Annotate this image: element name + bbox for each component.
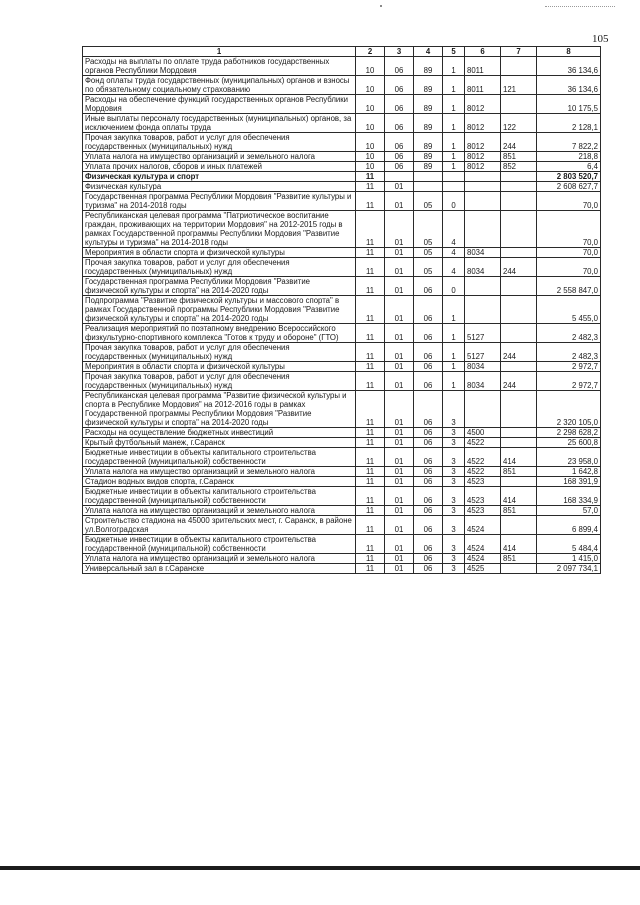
table-row — [83, 438, 601, 448]
subprogram-code-cell: 1 — [443, 372, 465, 391]
column-header: 2 — [356, 47, 385, 57]
subsection-code-cell: 01 — [385, 362, 414, 372]
row-name-cell: Подпрограмма "Развитие физической культуры и массового спорта" в рамках Государственной программы Республики Мордовия "Развитие физической культуры и спорта" на 2014-2020 годы — [83, 296, 356, 324]
program-code-cell: 89 — [414, 114, 443, 133]
subprogram-code-cell: 3 — [443, 554, 465, 564]
subprogram-code-cell: 3 — [443, 438, 465, 448]
section-code-cell: 11 — [356, 477, 385, 487]
direction-code-cell: 8012 — [465, 152, 501, 162]
table-row — [83, 362, 601, 372]
amount-cell: 168 391,9 — [537, 477, 601, 487]
program-code-cell: 06 — [414, 428, 443, 438]
subprogram-code-cell: 0 — [443, 277, 465, 296]
direction-code-cell: 8034 — [465, 362, 501, 372]
expense-type-cell: 244 — [501, 133, 537, 152]
program-code-cell: 06 — [414, 362, 443, 372]
column-header: 4 — [414, 47, 443, 57]
table-row — [83, 467, 601, 477]
row-name-cell: Прочая закупка товаров, работ и услуг для обеспечения государственных (муниципальных) нужд — [83, 258, 356, 277]
row-name-cell: Строительство стадиона на 45000 зрительских мест, г. Саранск, в районе ул.Волгоградская — [83, 516, 356, 535]
page-number: 105 — [592, 33, 609, 45]
program-code-cell: 06 — [414, 438, 443, 448]
program-code-cell: 06 — [414, 487, 443, 506]
table-row — [83, 564, 601, 574]
table-row — [83, 343, 601, 362]
subsection-code-cell: 01 — [385, 372, 414, 391]
subprogram-code-cell: 1 — [443, 95, 465, 114]
row-name-cell: Государственная программа Республики Мордовия "Развитие культуры и туризма" на 2014-2018 годы — [83, 192, 356, 211]
direction-code-cell — [465, 182, 501, 192]
program-code-cell: 06 — [414, 448, 443, 467]
direction-code-cell: 4522 — [465, 467, 501, 477]
subsection-code-cell: 01 — [385, 467, 414, 477]
subprogram-code-cell: 3 — [443, 535, 465, 554]
amount-cell: 70,0 — [537, 248, 601, 258]
section-code-cell: 11 — [356, 506, 385, 516]
program-code-cell: 06 — [414, 391, 443, 428]
program-code-cell: 05 — [414, 258, 443, 277]
section-code-cell: 11 — [356, 258, 385, 277]
subsection-code-cell: 01 — [385, 564, 414, 574]
amount-cell: 1 642,8 — [537, 467, 601, 477]
amount-cell: 2 558 847,0 — [537, 277, 601, 296]
amount-cell: 70,0 — [537, 258, 601, 277]
section-code-cell: 11 — [356, 516, 385, 535]
expense-type-cell — [501, 172, 537, 182]
subsection-code-cell: 06 — [385, 162, 414, 172]
row-name-cell: Универсальный зал в г.Саранске — [83, 564, 356, 574]
program-code-cell: 89 — [414, 95, 443, 114]
direction-code-cell: 4524 — [465, 554, 501, 564]
section-code-cell: 10 — [356, 152, 385, 162]
direction-code-cell: 8034 — [465, 258, 501, 277]
subprogram-code-cell: 0 — [443, 192, 465, 211]
expense-type-cell — [501, 57, 537, 76]
table-row — [83, 296, 601, 324]
section-code-cell: 10 — [356, 57, 385, 76]
subsection-code-cell: 01 — [385, 391, 414, 428]
amount-cell: 2 803 520,7 — [537, 172, 601, 182]
expense-type-cell — [501, 211, 537, 248]
table-row — [83, 372, 601, 391]
subsection-code-cell: 01 — [385, 438, 414, 448]
section-code-cell: 11 — [356, 372, 385, 391]
subsection-code-cell: 01 — [385, 296, 414, 324]
direction-code-cell: 4523 — [465, 506, 501, 516]
section-code-cell: 11 — [356, 448, 385, 467]
subsection-code-cell: 01 — [385, 324, 414, 343]
row-name-cell: Крытый футбольный манеж, г.Саранск — [83, 438, 356, 448]
column-header: 6 — [465, 47, 501, 57]
expense-type-cell: 851 — [501, 152, 537, 162]
subprogram-code-cell: 1 — [443, 162, 465, 172]
program-code-cell — [414, 172, 443, 182]
subprogram-code-cell: 1 — [443, 324, 465, 343]
subprogram-code-cell: 3 — [443, 391, 465, 428]
section-code-cell: 10 — [356, 114, 385, 133]
table-row — [83, 192, 601, 211]
program-code-cell: 89 — [414, 76, 443, 95]
expense-type-cell: 122 — [501, 114, 537, 133]
direction-code-cell: 8012 — [465, 162, 501, 172]
row-name-cell: Бюджетные инвестиции в объекты капитального строительства государственной (муниципальной) собственности — [83, 448, 356, 467]
row-name-cell: Прочая закупка товаров, работ и услуг для обеспечения государственных (муниципальных) нужд — [83, 133, 356, 152]
amount-cell: 2 482,3 — [537, 343, 601, 362]
section-code-cell: 11 — [356, 487, 385, 506]
amount-cell: 168 334,9 — [537, 487, 601, 506]
row-name-cell: Прочая закупка товаров, работ и услуг для обеспечения государственных (муниципальных) нужд — [83, 372, 356, 391]
subprogram-code-cell: 3 — [443, 467, 465, 477]
direction-code-cell — [465, 277, 501, 296]
row-name-cell: Уплата прочих налогов, сборов и иных платежей — [83, 162, 356, 172]
subsection-code-cell: 06 — [385, 76, 414, 95]
row-name-cell: Расходы на выплаты по оплате труда работников государственных органов Республики Мордовия — [83, 57, 356, 76]
subprogram-code-cell: 3 — [443, 477, 465, 487]
section-code-cell: 11 — [356, 172, 385, 182]
direction-code-cell: 8012 — [465, 114, 501, 133]
row-name-cell: Республиканская целевая программа "Патриотическое воспитание граждан, проживающих на территории Мордовия" на 2012-2015 годы в рамках Государственной программы Республики Мордовия "Развитие культуры и туризма" на 2014-2018 годы — [83, 211, 356, 248]
expense-type-cell — [501, 95, 537, 114]
subprogram-code-cell: 1 — [443, 133, 465, 152]
direction-code-cell: 5127 — [465, 324, 501, 343]
amount-cell: 25 600,8 — [537, 438, 601, 448]
row-name-cell: Уплата налога на имущество организаций и земельного налога — [83, 506, 356, 516]
section-code-cell: 10 — [356, 76, 385, 95]
section-code-cell: 11 — [356, 391, 385, 428]
section-code-cell: 11 — [356, 564, 385, 574]
expense-type-cell — [501, 182, 537, 192]
subsection-code-cell: 01 — [385, 211, 414, 248]
program-code-cell: 06 — [414, 467, 443, 477]
table-row — [83, 554, 601, 564]
subsection-code-cell: 01 — [385, 428, 414, 438]
expense-type-cell: 244 — [501, 372, 537, 391]
subsection-code-cell: 01 — [385, 516, 414, 535]
expense-type-cell — [501, 516, 537, 535]
subsection-code-cell: 06 — [385, 133, 414, 152]
amount-cell: 6,4 — [537, 162, 601, 172]
amount-cell: 70,0 — [537, 211, 601, 248]
amount-cell: 2 972,7 — [537, 372, 601, 391]
program-code-cell: 06 — [414, 324, 443, 343]
direction-code-cell: 8011 — [465, 57, 501, 76]
amount-cell: 5 455,0 — [537, 296, 601, 324]
direction-code-cell: 8034 — [465, 372, 501, 391]
amount-cell: 2 320 105,0 — [537, 391, 601, 428]
row-name-cell: Реализация мероприятий по поэтапному внедрению Всероссийского физкультурно-спортивного комплекса "Готов к труду и обороне" (ГТО) — [83, 324, 356, 343]
row-name-cell: Государственная программа Республики Мордовия "Развитие физической культуры и спорта" на 2014-2020 годы — [83, 277, 356, 296]
program-code-cell: 05 — [414, 192, 443, 211]
table-row — [83, 506, 601, 516]
expense-type-cell — [501, 248, 537, 258]
expense-type-cell — [501, 192, 537, 211]
subprogram-code-cell: 3 — [443, 506, 465, 516]
subprogram-code-cell: 4 — [443, 248, 465, 258]
section-code-cell: 11 — [356, 467, 385, 477]
subprogram-code-cell — [443, 172, 465, 182]
table-row — [83, 477, 601, 487]
subsection-code-cell: 06 — [385, 95, 414, 114]
subsection-code-cell: 01 — [385, 182, 414, 192]
expense-type-cell — [501, 391, 537, 428]
program-code-cell: 06 — [414, 516, 443, 535]
section-code-cell: 11 — [356, 535, 385, 554]
table-row — [83, 172, 601, 182]
subprogram-code-cell: 1 — [443, 343, 465, 362]
subsection-code-cell: 01 — [385, 554, 414, 564]
subsection-code-cell: 01 — [385, 535, 414, 554]
table-row — [83, 133, 601, 152]
row-name-cell: Бюджетные инвестиции в объекты капитального строительства государственной (муниципальной) собственности — [83, 535, 356, 554]
subprogram-code-cell: 4 — [443, 211, 465, 248]
direction-code-cell: 4522 — [465, 438, 501, 448]
subprogram-code-cell: 3 — [443, 516, 465, 535]
table-row — [83, 535, 601, 554]
column-header: 8 — [537, 47, 601, 57]
direction-code-cell: 4523 — [465, 487, 501, 506]
table-row — [83, 57, 601, 76]
scan-artifact — [545, 6, 615, 9]
subsection-code-cell: 01 — [385, 343, 414, 362]
subprogram-code-cell: 1 — [443, 114, 465, 133]
subsection-code-cell: 01 — [385, 258, 414, 277]
table-row — [83, 324, 601, 343]
table-row — [83, 76, 601, 95]
table-row — [83, 95, 601, 114]
section-code-cell: 11 — [356, 362, 385, 372]
expense-type-cell — [501, 296, 537, 324]
section-code-cell: 11 — [356, 248, 385, 258]
expense-type-cell: 851 — [501, 554, 537, 564]
table-row — [83, 487, 601, 506]
direction-code-cell — [465, 192, 501, 211]
expense-type-cell — [501, 438, 537, 448]
expense-type-cell — [501, 477, 537, 487]
program-code-cell: 06 — [414, 535, 443, 554]
table-row — [83, 277, 601, 296]
table-row — [83, 152, 601, 162]
table-row — [83, 114, 601, 133]
amount-cell: 7 822,2 — [537, 133, 601, 152]
row-name-cell: Расходы на обеспечение функций государственных органов Республики Мордовия — [83, 95, 356, 114]
amount-cell: 218,8 — [537, 152, 601, 162]
direction-code-cell: 4525 — [465, 564, 501, 574]
row-name-cell: Прочая закупка товаров, работ и услуг для обеспечения государственных (муниципальных) нужд — [83, 343, 356, 362]
expense-type-cell — [501, 362, 537, 372]
amount-cell: 2 972,7 — [537, 362, 601, 372]
direction-code-cell: 8012 — [465, 95, 501, 114]
subprogram-code-cell: 1 — [443, 152, 465, 162]
direction-code-cell: 4500 — [465, 428, 501, 438]
program-code-cell: 06 — [414, 343, 443, 362]
section-code-cell: 11 — [356, 277, 385, 296]
section-code-cell: 11 — [356, 296, 385, 324]
budget-table — [82, 46, 601, 574]
expense-type-cell: 414 — [501, 487, 537, 506]
table-row — [83, 162, 601, 172]
amount-cell: 5 484,4 — [537, 535, 601, 554]
expense-type-cell: 414 — [501, 448, 537, 467]
amount-cell: 2 097 734,1 — [537, 564, 601, 574]
program-code-cell: 06 — [414, 506, 443, 516]
amount-cell: 2 608 627,7 — [537, 182, 601, 192]
amount-cell: 6 899,4 — [537, 516, 601, 535]
expense-type-cell: 851 — [501, 467, 537, 477]
program-code-cell: 89 — [414, 133, 443, 152]
expense-type-cell: 852 — [501, 162, 537, 172]
subprogram-code-cell: 1 — [443, 57, 465, 76]
table-row — [83, 448, 601, 467]
subsection-code-cell: 01 — [385, 248, 414, 258]
amount-cell: 2 128,1 — [537, 114, 601, 133]
table-row — [83, 248, 601, 258]
direction-code-cell — [465, 172, 501, 182]
direction-code-cell: 4522 — [465, 448, 501, 467]
section-code-cell: 10 — [356, 95, 385, 114]
subsection-code-cell: 06 — [385, 152, 414, 162]
section-code-cell: 11 — [356, 554, 385, 564]
row-name-cell: Физическая культура и спорт — [83, 172, 356, 182]
amount-cell: 36 134,6 — [537, 57, 601, 76]
program-code-cell: 06 — [414, 564, 443, 574]
column-header: 3 — [385, 47, 414, 57]
program-code-cell: 89 — [414, 162, 443, 172]
subprogram-code-cell: 3 — [443, 564, 465, 574]
table-row — [83, 211, 601, 248]
subprogram-code-cell: 1 — [443, 362, 465, 372]
section-code-cell: 11 — [356, 182, 385, 192]
subprogram-code-cell: 1 — [443, 296, 465, 324]
subsection-code-cell: 01 — [385, 192, 414, 211]
expense-type-cell — [501, 324, 537, 343]
subprogram-code-cell: 3 — [443, 428, 465, 438]
program-code-cell: 06 — [414, 296, 443, 324]
section-code-cell: 11 — [356, 428, 385, 438]
amount-cell: 70,0 — [537, 192, 601, 211]
amount-cell: 57,0 — [537, 506, 601, 516]
direction-code-cell — [465, 211, 501, 248]
subprogram-code-cell: 3 — [443, 448, 465, 467]
scan-bottom-edge — [0, 866, 640, 870]
program-code-cell: 05 — [414, 248, 443, 258]
direction-code-cell: 8012 — [465, 133, 501, 152]
subsection-code-cell: 01 — [385, 506, 414, 516]
column-header: 1 — [83, 47, 356, 57]
section-code-cell: 11 — [356, 343, 385, 362]
program-code-cell: 89 — [414, 57, 443, 76]
section-code-cell: 11 — [356, 438, 385, 448]
direction-code-cell: 8034 — [465, 248, 501, 258]
amount-cell: 1 415,0 — [537, 554, 601, 564]
subprogram-code-cell — [443, 182, 465, 192]
subprogram-code-cell: 1 — [443, 76, 465, 95]
direction-code-cell: 5127 — [465, 343, 501, 362]
expense-type-cell: 121 — [501, 76, 537, 95]
expense-type-cell: 244 — [501, 343, 537, 362]
row-name-cell: Мероприятия в области спорта и физической культуры — [83, 362, 356, 372]
direction-code-cell: 4524 — [465, 516, 501, 535]
program-code-cell: 06 — [414, 477, 443, 487]
subsection-code-cell: 06 — [385, 114, 414, 133]
expense-type-cell — [501, 428, 537, 438]
amount-cell: 2 482,3 — [537, 324, 601, 343]
row-name-cell: Иные выплаты персоналу государственных (муниципальных) органов, за исключением фонда оплаты труда — [83, 114, 356, 133]
subprogram-code-cell: 3 — [443, 487, 465, 506]
direction-code-cell: 4524 — [465, 535, 501, 554]
direction-code-cell — [465, 296, 501, 324]
row-name-cell: Республиканская целевая программа "Развитие физической культуры и спорта в Республике Мордовия" на 2012-2016 годы в рамках Государственной программы Республики Мордовия "Развитие физической культуры и спорта" на 2014-2020 годы — [83, 391, 356, 428]
row-name-cell: Физическая культура — [83, 182, 356, 192]
column-header: 7 — [501, 47, 537, 57]
expense-type-cell — [501, 564, 537, 574]
table-row — [83, 258, 601, 277]
program-code-cell: 05 — [414, 211, 443, 248]
section-code-cell: 11 — [356, 192, 385, 211]
subsection-code-cell: 01 — [385, 277, 414, 296]
row-name-cell: Мероприятия в области спорта и физической культуры — [83, 248, 356, 258]
program-code-cell: 89 — [414, 152, 443, 162]
row-name-cell: Уплата налога на имущество организаций и земельного налога — [83, 467, 356, 477]
subsection-code-cell: 01 — [385, 487, 414, 506]
row-name-cell: Уплата налога на имущество организаций и земельного налога — [83, 554, 356, 564]
row-name-cell: Уплата налога на имущество организаций и земельного налога — [83, 152, 356, 162]
amount-cell: 23 958,0 — [537, 448, 601, 467]
program-code-cell: 06 — [414, 554, 443, 564]
expense-type-cell: 851 — [501, 506, 537, 516]
row-name-cell: Бюджетные инвестиции в объекты капитального строительства государственной (муниципальной) собственности — [83, 487, 356, 506]
expense-type-cell: 414 — [501, 535, 537, 554]
scan-artifact — [380, 5, 382, 7]
amount-cell: 2 298 628,2 — [537, 428, 601, 438]
section-code-cell: 11 — [356, 324, 385, 343]
table-header-row — [83, 47, 601, 57]
subprogram-code-cell: 4 — [443, 258, 465, 277]
direction-code-cell: 8011 — [465, 76, 501, 95]
subsection-code-cell: 01 — [385, 477, 414, 487]
direction-code-cell: 4523 — [465, 477, 501, 487]
table-row — [83, 391, 601, 428]
expense-type-cell — [501, 277, 537, 296]
subsection-code-cell — [385, 172, 414, 182]
table-row — [83, 182, 601, 192]
program-code-cell: 06 — [414, 277, 443, 296]
expense-type-cell: 244 — [501, 258, 537, 277]
program-code-cell — [414, 182, 443, 192]
program-code-cell: 06 — [414, 372, 443, 391]
row-name-cell: Фонд оплаты труда государственных (муниципальных) органов и взносы по обязательному социальному страхованию — [83, 76, 356, 95]
subsection-code-cell: 01 — [385, 448, 414, 467]
direction-code-cell — [465, 391, 501, 428]
amount-cell: 10 175,5 — [537, 95, 601, 114]
row-name-cell: Расходы на осуществление бюджетных инвестиций — [83, 428, 356, 438]
table-row — [83, 428, 601, 438]
subsection-code-cell: 06 — [385, 57, 414, 76]
section-code-cell: 11 — [356, 211, 385, 248]
section-code-cell: 10 — [356, 133, 385, 152]
column-header: 5 — [443, 47, 465, 57]
section-code-cell: 10 — [356, 162, 385, 172]
amount-cell: 36 134,6 — [537, 76, 601, 95]
row-name-cell: Стадион водных видов спорта, г.Саранск — [83, 477, 356, 487]
table-row — [83, 516, 601, 535]
